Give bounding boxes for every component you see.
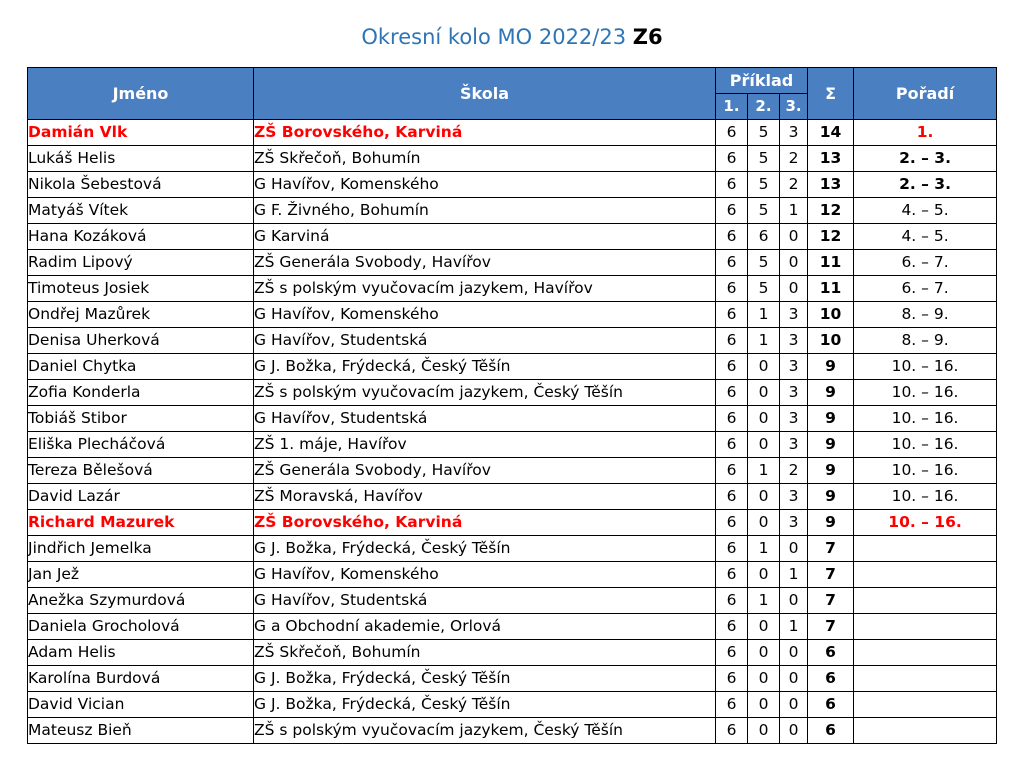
school-cell: G J. Božka, Frýdecká, Český Těšín [254, 536, 716, 562]
problem-2-score-cell: 1 [748, 536, 780, 562]
column-header-school: Škola [254, 68, 716, 120]
problem-1-score-cell: 6 [716, 666, 748, 692]
rank-cell: 1. [854, 120, 997, 146]
problem-3-score-cell: 3 [780, 354, 808, 380]
rank-cell: 10. – 16. [854, 510, 997, 536]
column-header-problem-1: 1. [716, 94, 748, 120]
school-cell: G Havířov, Studentská [254, 328, 716, 354]
total-score-cell: 9 [808, 484, 854, 510]
school-cell: G Karviná [254, 224, 716, 250]
problem-2-score-cell: 6 [748, 224, 780, 250]
student-name-cell: Zofia Konderla [28, 380, 254, 406]
problem-1-score-cell: 6 [716, 146, 748, 172]
school-cell: ZŠ s polským vyučovacím jazykem, Český Těšín [254, 718, 716, 744]
problem-3-score-cell: 0 [780, 250, 808, 276]
total-score-cell: 9 [808, 432, 854, 458]
problem-3-score-cell: 3 [780, 432, 808, 458]
problem-1-score-cell: 6 [716, 536, 748, 562]
rank-cell: 10. – 16. [854, 380, 997, 406]
table-row [28, 380, 997, 406]
problem-3-score-cell: 2 [780, 458, 808, 484]
rank-cell [854, 666, 997, 692]
student-name-cell: Eliška Plecháčová [28, 432, 254, 458]
total-score-cell: 12 [808, 198, 854, 224]
problem-3-score-cell: 0 [780, 536, 808, 562]
student-name-cell: Denisa Uherková [28, 328, 254, 354]
rank-cell [854, 640, 997, 666]
school-cell: G J. Božka, Frýdecká, Český Těšín [254, 692, 716, 718]
table-row [28, 432, 997, 458]
school-cell: ZŠ Generála Svobody, Havířov [254, 458, 716, 484]
rank-cell [854, 692, 997, 718]
problem-1-score-cell: 6 [716, 250, 748, 276]
school-cell: G J. Božka, Frýdecká, Český Těšín [254, 666, 716, 692]
problem-2-score-cell: 1 [748, 328, 780, 354]
problem-2-score-cell: 0 [748, 562, 780, 588]
problem-1-score-cell: 6 [716, 120, 748, 146]
problem-2-score-cell: 1 [748, 302, 780, 328]
table-row [28, 302, 997, 328]
total-score-cell: 9 [808, 380, 854, 406]
problem-2-score-cell: 5 [748, 120, 780, 146]
rank-cell: 10. – 16. [854, 406, 997, 432]
results-body [28, 120, 997, 744]
student-name-cell: Tereza Bělešová [28, 458, 254, 484]
problem-2-score-cell: 5 [748, 172, 780, 198]
student-name-cell: Nikola Šebestová [28, 172, 254, 198]
rank-cell [854, 718, 997, 744]
total-score-cell: 10 [808, 328, 854, 354]
student-name-cell: David Vician [28, 692, 254, 718]
column-header-problems: Příklad [716, 68, 808, 94]
table-row [28, 562, 997, 588]
rank-cell [854, 588, 997, 614]
table-row [28, 172, 997, 198]
school-cell: G Havířov, Komenského [254, 172, 716, 198]
rank-cell [854, 614, 997, 640]
problem-1-score-cell: 6 [716, 614, 748, 640]
total-score-cell: 6 [808, 718, 854, 744]
student-name-cell: Daniel Chytka [28, 354, 254, 380]
school-cell: G Havířov, Studentská [254, 588, 716, 614]
school-cell: G Havířov, Studentská [254, 406, 716, 432]
problem-3-score-cell: 3 [780, 380, 808, 406]
total-score-cell: 7 [808, 562, 854, 588]
problem-3-score-cell: 3 [780, 328, 808, 354]
student-name-cell: Adam Helis [28, 640, 254, 666]
student-name-cell: Damián Vlk [28, 120, 254, 146]
total-score-cell: 9 [808, 354, 854, 380]
problem-1-score-cell: 6 [716, 276, 748, 302]
problem-3-score-cell: 1 [780, 198, 808, 224]
column-header-problem-3: 3. [780, 94, 808, 120]
school-cell: ZŠ 1. máje, Havířov [254, 432, 716, 458]
school-cell: ZŠ Skřečoň, Bohumín [254, 640, 716, 666]
rank-cell: 10. – 16. [854, 354, 997, 380]
student-name-cell: Richard Mazurek [28, 510, 254, 536]
problem-3-score-cell: 0 [780, 224, 808, 250]
problem-1-score-cell: 6 [716, 380, 748, 406]
school-cell: ZŠ Borovského, Karviná [254, 120, 716, 146]
student-name-cell: Ondřej Mazůrek [28, 302, 254, 328]
table-row [28, 484, 997, 510]
problem-1-score-cell: 6 [716, 172, 748, 198]
problem-2-score-cell: 0 [748, 354, 780, 380]
table-row [28, 614, 997, 640]
student-name-cell: David Lazár [28, 484, 254, 510]
student-name-cell: Tobiáš Stibor [28, 406, 254, 432]
rank-cell: 6. – 7. [854, 250, 997, 276]
total-score-cell: 9 [808, 406, 854, 432]
rank-cell: 2. – 3. [854, 146, 997, 172]
problem-3-score-cell: 3 [780, 510, 808, 536]
table-row [28, 640, 997, 666]
total-score-cell: 9 [808, 510, 854, 536]
rank-cell: 10. – 16. [854, 432, 997, 458]
table-row [28, 146, 997, 172]
problem-3-score-cell: 3 [780, 406, 808, 432]
rank-cell: 10. – 16. [854, 484, 997, 510]
student-name-cell: Jan Jež [28, 562, 254, 588]
table-row [28, 692, 997, 718]
problem-2-score-cell: 0 [748, 380, 780, 406]
results-table [27, 67, 997, 744]
title-lead: Okresní kolo MO 2022/23 [361, 25, 627, 49]
problem-2-score-cell: 5 [748, 250, 780, 276]
table-row [28, 458, 997, 484]
problem-2-score-cell: 1 [748, 458, 780, 484]
total-score-cell: 7 [808, 588, 854, 614]
table-row [28, 588, 997, 614]
page-title [0, 20, 1024, 54]
problem-1-score-cell: 6 [716, 484, 748, 510]
table-row [28, 510, 997, 536]
problem-1-score-cell: 6 [716, 588, 748, 614]
problem-3-score-cell: 2 [780, 172, 808, 198]
table-row [28, 718, 997, 744]
problem-2-score-cell: 0 [748, 692, 780, 718]
total-score-cell: 10 [808, 302, 854, 328]
rank-cell: 4. – 5. [854, 224, 997, 250]
problem-1-score-cell: 6 [716, 302, 748, 328]
student-name-cell: Matyáš Vítek [28, 198, 254, 224]
problem-2-score-cell: 0 [748, 406, 780, 432]
table-row [28, 406, 997, 432]
problem-2-score-cell: 0 [748, 510, 780, 536]
total-score-cell: 7 [808, 614, 854, 640]
problem-1-score-cell: 6 [716, 406, 748, 432]
school-cell: ZŠ Generála Svobody, Havířov [254, 250, 716, 276]
problem-3-score-cell: 0 [780, 666, 808, 692]
total-score-cell: 13 [808, 146, 854, 172]
problem-2-score-cell: 0 [748, 432, 780, 458]
problem-1-score-cell: 6 [716, 718, 748, 744]
table-row [28, 328, 997, 354]
school-cell: ZŠ s polským vyučovacím jazykem, Havířov [254, 276, 716, 302]
student-name-cell: Jindřich Jemelka [28, 536, 254, 562]
problem-3-score-cell: 3 [780, 120, 808, 146]
problem-1-score-cell: 6 [716, 640, 748, 666]
problem-1-score-cell: 6 [716, 562, 748, 588]
school-cell: ZŠ Skřečoň, Bohumín [254, 146, 716, 172]
problem-2-score-cell: 1 [748, 588, 780, 614]
problem-2-score-cell: 0 [748, 640, 780, 666]
total-score-cell: 12 [808, 224, 854, 250]
school-cell: G Havířov, Komenského [254, 562, 716, 588]
table-row [28, 198, 997, 224]
problem-3-score-cell: 0 [780, 640, 808, 666]
school-cell: ZŠ Moravská, Havířov [254, 484, 716, 510]
student-name-cell: Daniela Grocholová [28, 614, 254, 640]
table-row [28, 276, 997, 302]
problem-3-score-cell: 3 [780, 302, 808, 328]
problem-3-score-cell: 2 [780, 146, 808, 172]
problem-3-score-cell: 1 [780, 614, 808, 640]
table-row [28, 120, 997, 146]
student-name-cell: Radim Lipový [28, 250, 254, 276]
rank-cell: 8. – 9. [854, 302, 997, 328]
rank-cell: 4. – 5. [854, 198, 997, 224]
problem-2-score-cell: 5 [748, 276, 780, 302]
school-cell: G F. Živného, Bohumín [254, 198, 716, 224]
rank-cell [854, 536, 997, 562]
problem-1-score-cell: 6 [716, 432, 748, 458]
total-score-cell: 14 [808, 120, 854, 146]
problem-3-score-cell: 0 [780, 718, 808, 744]
school-cell: G J. Božka, Frýdecká, Český Těšín [254, 354, 716, 380]
student-name-cell: Anežka Szymurdová [28, 588, 254, 614]
rank-cell: 6. – 7. [854, 276, 997, 302]
school-cell: ZŠ s polským vyučovacím jazykem, Český Těšín [254, 380, 716, 406]
column-header-rank: Pořadí [854, 68, 997, 120]
problem-3-score-cell: 1 [780, 562, 808, 588]
student-name-cell: Lukáš Helis [28, 146, 254, 172]
table-row [28, 354, 997, 380]
problem-1-score-cell: 6 [716, 458, 748, 484]
problem-1-score-cell: 6 [716, 510, 748, 536]
problem-1-score-cell: 6 [716, 328, 748, 354]
table-row [28, 250, 997, 276]
problem-3-score-cell: 3 [780, 484, 808, 510]
problem-1-score-cell: 6 [716, 224, 748, 250]
problem-2-score-cell: 0 [748, 718, 780, 744]
school-cell: G a Obchodní akademie, Orlová [254, 614, 716, 640]
problem-2-score-cell: 0 [748, 484, 780, 510]
column-header-sum: Σ [808, 68, 854, 120]
problem-2-score-cell: 5 [748, 198, 780, 224]
total-score-cell: 7 [808, 536, 854, 562]
total-score-cell: 13 [808, 172, 854, 198]
student-name-cell: Timoteus Josiek [28, 276, 254, 302]
problem-2-score-cell: 5 [748, 146, 780, 172]
problem-2-score-cell: 0 [748, 614, 780, 640]
total-score-cell: 6 [808, 640, 854, 666]
student-name-cell: Mateusz Bieň [28, 718, 254, 744]
total-score-cell: 11 [808, 250, 854, 276]
column-header-problem-2: 2. [748, 94, 780, 120]
problem-2-score-cell: 0 [748, 666, 780, 692]
problem-3-score-cell: 0 [780, 588, 808, 614]
problem-3-score-cell: 0 [780, 692, 808, 718]
problem-1-score-cell: 6 [716, 692, 748, 718]
table-row [28, 666, 997, 692]
rank-cell [854, 562, 997, 588]
total-score-cell: 11 [808, 276, 854, 302]
student-name-cell: Karolína Burdová [28, 666, 254, 692]
table-row [28, 224, 997, 250]
table-row [28, 536, 997, 562]
problem-3-score-cell: 0 [780, 276, 808, 302]
column-header-name: Jméno [28, 68, 254, 120]
total-score-cell: 9 [808, 458, 854, 484]
school-cell: ZŠ Borovského, Karviná [254, 510, 716, 536]
rank-cell: 8. – 9. [854, 328, 997, 354]
rank-cell: 2. – 3. [854, 172, 997, 198]
rank-cell: 10. – 16. [854, 458, 997, 484]
problem-1-score-cell: 6 [716, 354, 748, 380]
school-cell: G Havířov, Komenského [254, 302, 716, 328]
problem-1-score-cell: 6 [716, 198, 748, 224]
total-score-cell: 6 [808, 692, 854, 718]
total-score-cell: 6 [808, 666, 854, 692]
student-name-cell: Hana Kozáková [28, 224, 254, 250]
title-category: Z6 [632, 25, 663, 49]
